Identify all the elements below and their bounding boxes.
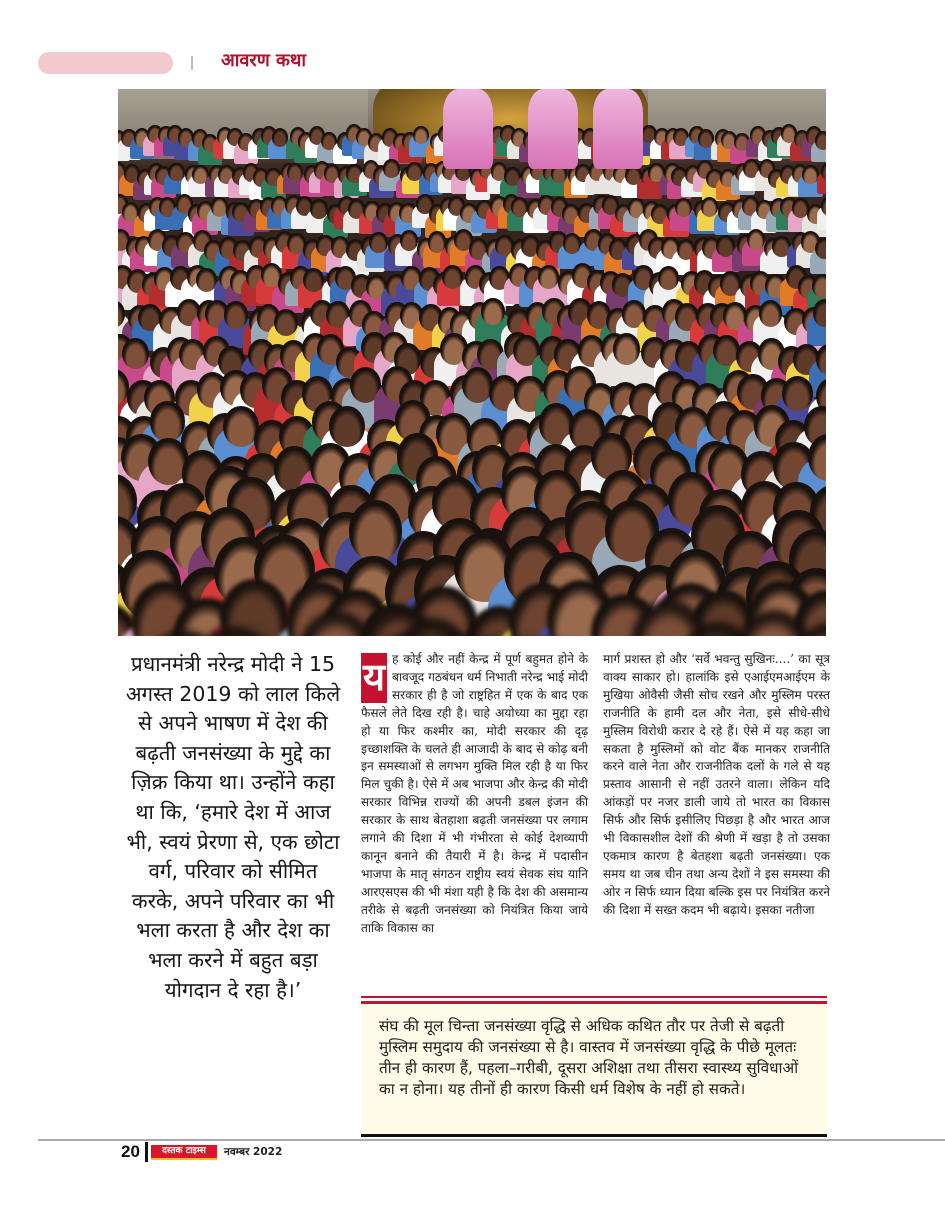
pull-quote-box <box>361 1004 827 1135</box>
crowd-figure-head <box>303 268 324 292</box>
crowd-figure-head <box>383 159 399 178</box>
crowd-figure-head <box>538 265 559 289</box>
photo-caption: प्रधानमंत्री नरेन्द्र मोदी ने 15 अगस्त 2019 को लाल किले से अपने भाषण में देश की बढ़ती जनसंख्या के मुद्दे का ज़िक्र किया था। उन्होंने कहा था कि, ‘हमारे देश में आज भी, स्वयं प्रेरणा से, एक छोटा वर्ग, परिवार को सीमित करके, अपने परिवार का भी भला करता है और देश का भला करने में बहुत बड़ा योगदान दे रहा है।’ <box>125 652 341 1002</box>
header-decorative-pill <box>38 52 173 74</box>
drop-cap: य <box>361 653 387 703</box>
stage-performer <box>443 89 493 169</box>
stage-performer <box>528 89 578 169</box>
section-label: आवरण कथा <box>221 50 307 71</box>
crowd-figure-head <box>813 299 826 326</box>
header-separator <box>191 56 193 70</box>
publication-logo: दस्तक टाइम्स <box>151 1145 217 1160</box>
crowd-photo <box>118 89 826 636</box>
crowd-figure-head <box>658 266 679 290</box>
issue-date: नवम्बर 2022 <box>224 1146 283 1158</box>
crowd-figure-head <box>815 131 826 149</box>
footer-divider <box>145 1142 148 1162</box>
crowd-figure-head <box>481 298 505 325</box>
stage-performer <box>593 89 643 169</box>
crowd-figure-head <box>224 301 248 328</box>
crowd-figure-head <box>349 500 403 562</box>
crowd-figure-head <box>329 406 365 447</box>
pull-quote-bottom-rule <box>361 1134 827 1137</box>
footer-rule <box>38 1139 945 1141</box>
crowd-figure-head <box>150 401 186 442</box>
crowd-figure-head <box>701 197 718 217</box>
pull-quote-text: संघ की मूल चिन्ता जनसंख्या वृद्धि से अधिक कथित तौर पर तेजी से बढ़ती मुस्लिम समुदाय की जनसंख्या से है। वास्तव में जनसंख्या वृद्धि के पीछे मूलतः तीन ही कारण हैं, पहला–गरीबी, दूसरा अशिक्षा तथा तीसरा स्वास्थ्य सुविधाओं का न होना। यह तीनों ही कारण किसी धर्म विशेष के नहीं हो सकते। <box>379 1017 799 1098</box>
article-column-2 <box>603 651 830 920</box>
crowd-figure-head <box>274 309 298 336</box>
article-column-1 <box>361 651 588 938</box>
pull-quote-top-rule <box>361 996 827 998</box>
article-column-1-text: ह कोई और नहीं केन्द्र में पूर्ण बहुमत होने के बावजूद गठबंधन धर्म निभाती नरेन्द्र भाई मोदी सरकार ही है जो राष्ट्रहित में एक के बाद एक फैसले लेते दिख रही है। चाहे अयोध्या का मुद्दा रहा हो या फिर कश्मीर का, मोदी सरकार की दृढ़ इच्छाशक्ति के चलते ही आजादी के बाद से कोढ़ बनी इन समस्याओं से लगभग मुक्ति मिल रही है या फिर मिल चुकी है। ऐसे में अब भाजपा और केन्द्र की मोदी सरकार विभिन्न राज्यों की अपनी डबल इंजन की सरकार के साथ बेतहाशा बढ़ती जनसंख्या पर लगाम लगाने की दिशा में भी गंभीरता से कोई देशव्यापी कानून बनाने की तैयारी में है। केन्द्र में पदासीन भाजपा के मातृ संगठन राष्ट्रीय स्वयं सेवक संघ यानि आरएसएस की भी मंशा यही है कि देश की असमान्य तरीके से बढ़ती जनसंख्या को नियंत्रित किया जाये ताकि विकास का <box>361 652 588 935</box>
page-number: 20 <box>121 1142 140 1161</box>
article-column-2-text: मार्ग प्रशस्त हो और ‘सर्वे भवन्तु सुखिनः....’ का सूत्र वाक्य साकार हो। हालांकि इसे एआईएमआईएम के मुखिया ओवैसी जैसी सोच रखने और मुस्लिम परस्त राजनीति के हामी दल और नेता, इसे सीधे-सीधे मुस्लिम विरोधी करार दे रहे हैं। ऐसे में यह कहा जा सकता है मुस्लिमों को वोट बैंक मानकर राजनीति करने वाले नेता और राजनीतिक दलों के गले से यह प्रस्ताव आसानी से नहीं उतरने वाला। लेकिन यदि आंकड़ों पर नजर डाली जाये तो भारत का विकास सिर्फ और सिर्फ इसीलिए पिछड़ा है और भारत आज भी विकासशील देशों की श्रेणी में खड़ा है तो उसका एकमात्र कारण है बेतहशा बढ़ती जनसंख्या। एक समय था जब चीन तथा अन्य देशों ने इस समस्या की ओर न सिर्फ ध्यान दिया बल्कि इस पर नियंत्रित करने की दिशा में सख्त कदम भी बढ़ाये। इसका नतीजा <box>603 652 830 917</box>
crowd-figure-head <box>812 274 826 298</box>
